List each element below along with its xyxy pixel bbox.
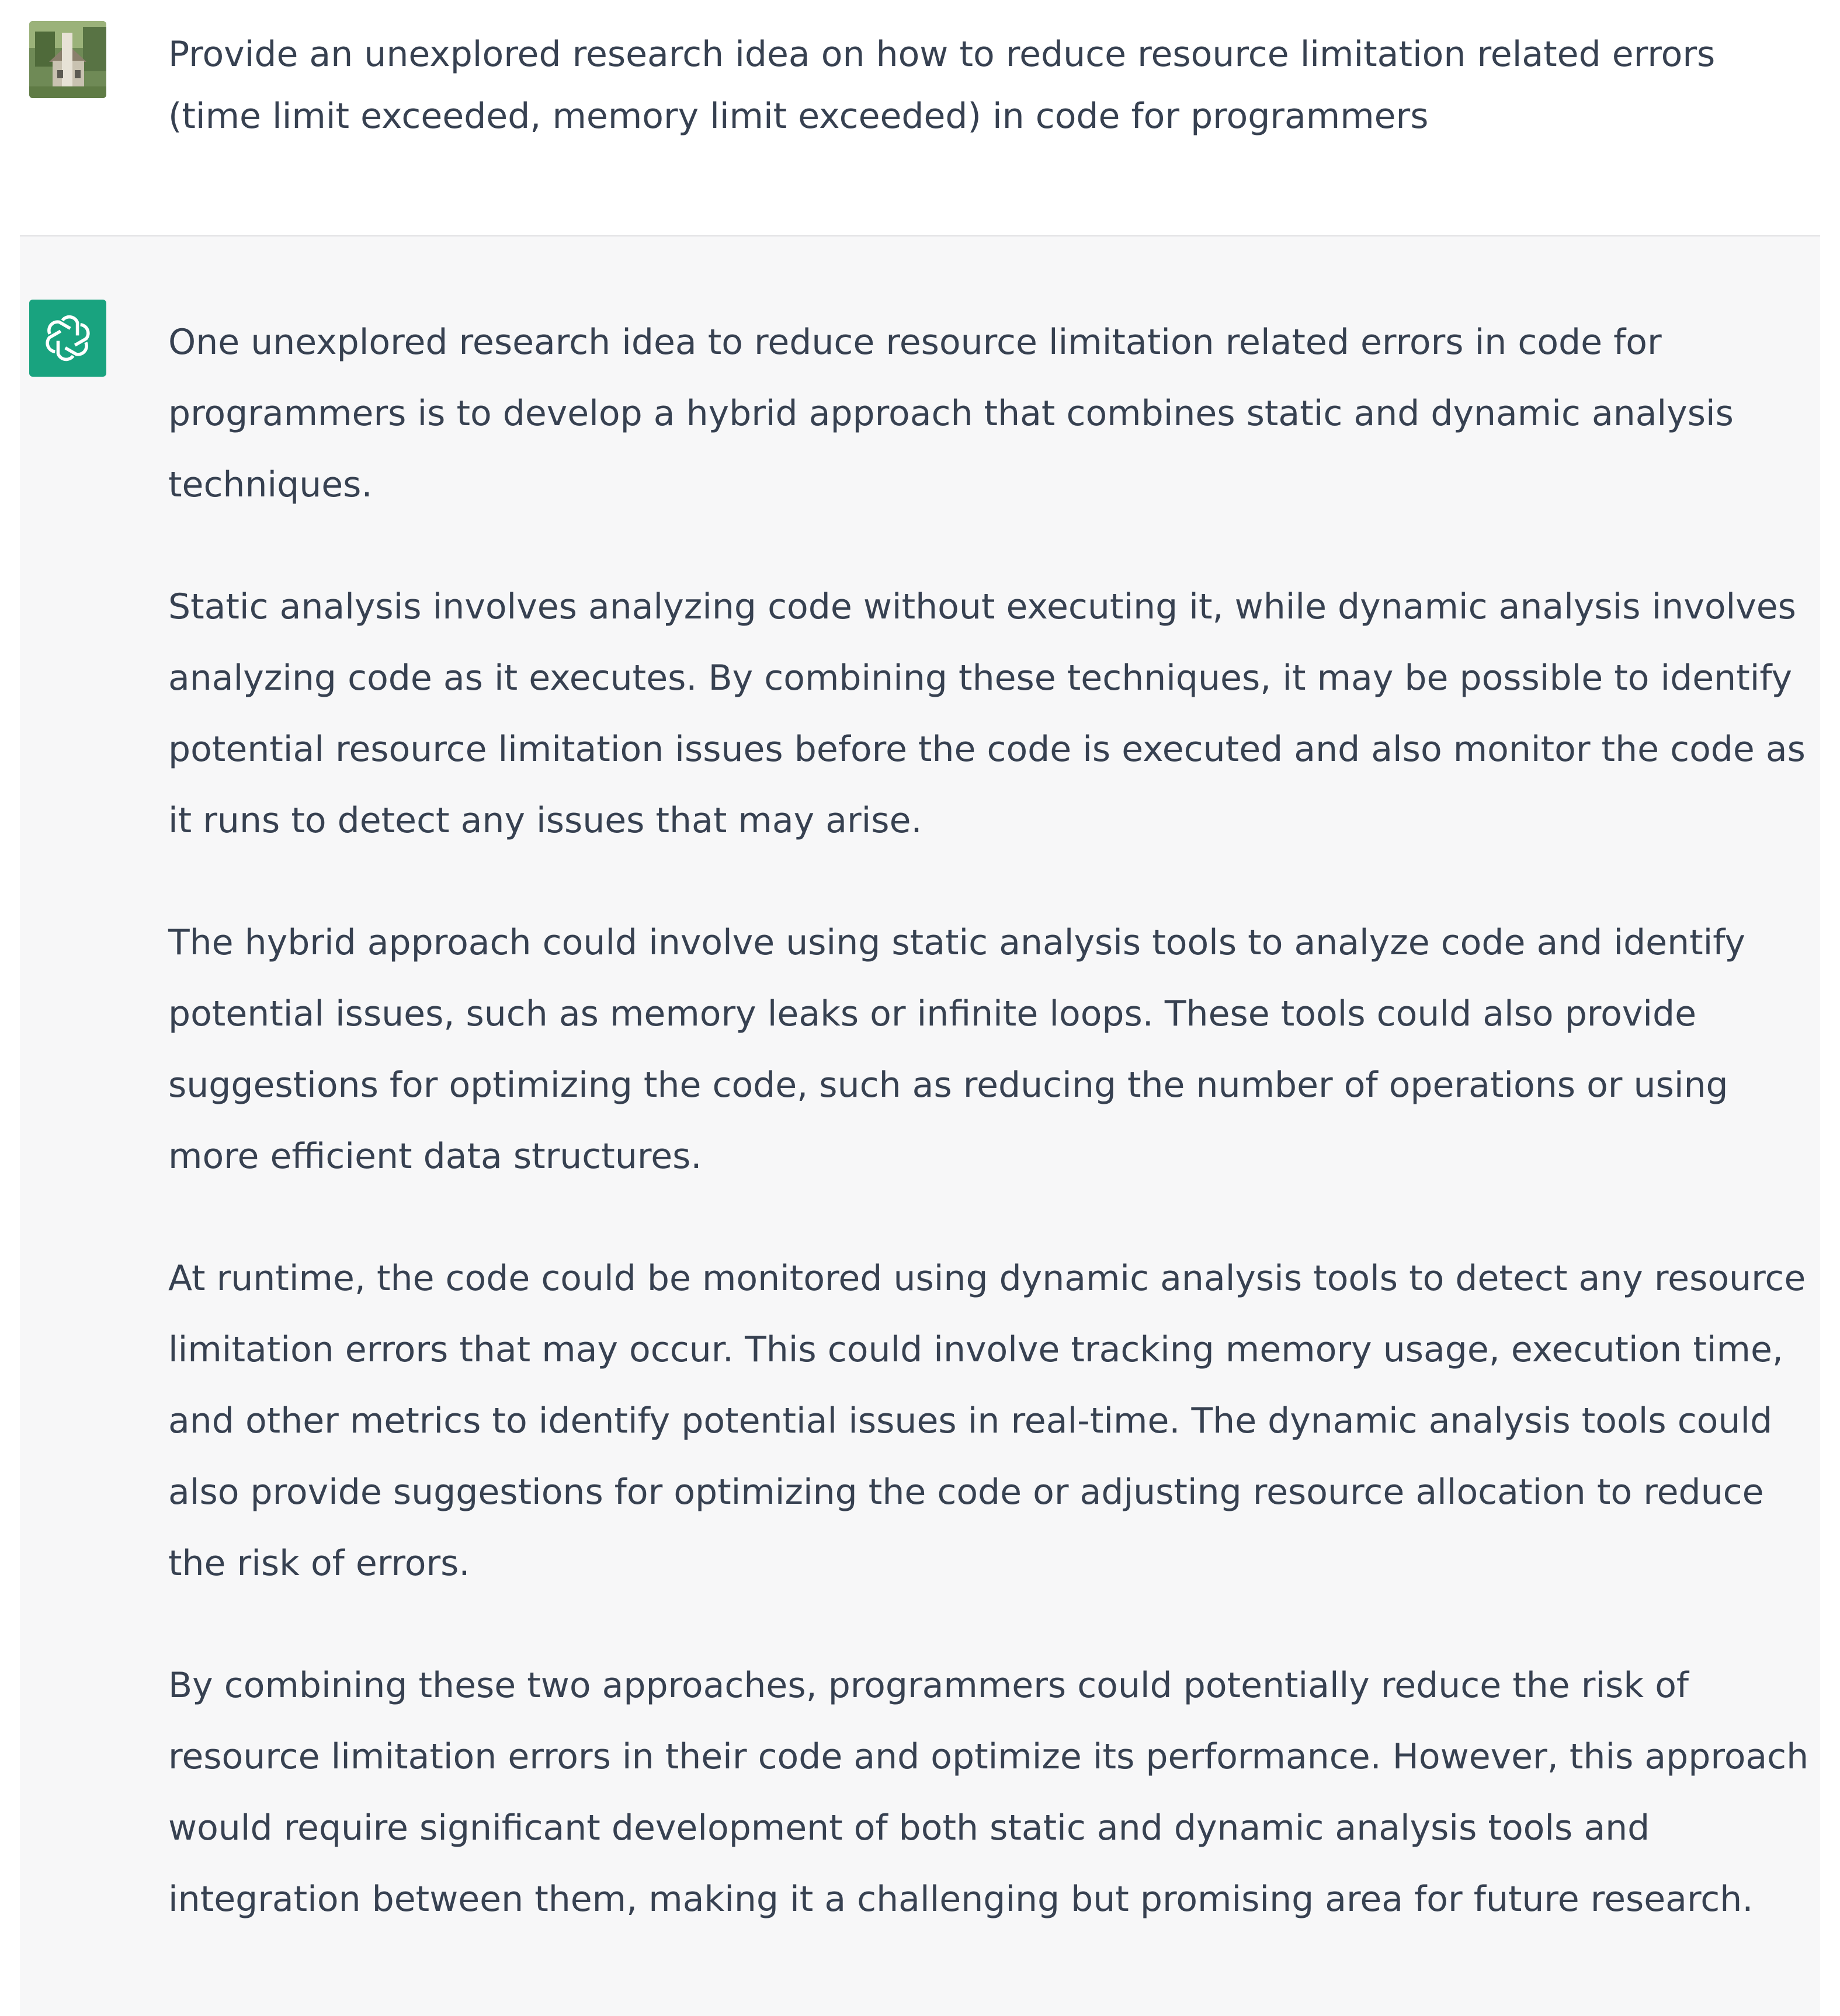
assistant-paragraph: One unexplored research idea to reduce resource limitation related errors in code for programmers is to develop a hybrid approach that combines static and dynamic analysis techniques.	[168, 322, 1734, 505]
assistant-paragraph: The hybrid approach could involve using static analysis tools to analyze code and identify potential issues, such as memory leaks or infinite loops. These tools could also provide suggestions for optimizing the code, such as reducing the number of operations or using more efficient data structures.	[168, 922, 1745, 1177]
user-message-text: Provide an unexplored research idea on how to reduce resource limitation related errors (time limit exceeded, memory limit exceeded) in code for programmers	[168, 34, 1716, 137]
assistant-message-row	[20, 235, 1820, 2016]
assistant-paragraph: Static analysis involves analyzing code without executing it, while dynamic analysis involves analyzing code as it executes. By combining these techniques, it may be possible to identify potential resource limitation issues before the code is executed and also monitor the code as it runs to detect any issues that may arise.	[168, 586, 1806, 841]
openai-logo-icon	[41, 311, 95, 365]
user-avatar	[29, 21, 106, 98]
assistant-avatar	[29, 300, 106, 377]
assistant-paragraph: By combining these two approaches, programmers could potentially reduce the risk of resource limitation errors in their code and optimize its performance. However, this approach would require significant development of both static and dynamic analysis tools and integration between them, making it a challenging but promising area for future research.	[168, 1665, 1809, 1920]
user-message-row	[0, 0, 1840, 235]
assistant-message-text	[168, 307, 1821, 1986]
assistant-paragraph: At runtime, the code could be monitored using dynamic analysis tools to detect any resource limitation errors that may occur. This could involve tracking memory usage, execution time, and other metrics to identify potential issues in real-time. The dynamic analysis tools could also provide suggestions for optimizing the code or adjusting resource allocation to reduce the risk of errors.	[168, 1258, 1806, 1584]
user-photo-icon	[29, 21, 106, 98]
